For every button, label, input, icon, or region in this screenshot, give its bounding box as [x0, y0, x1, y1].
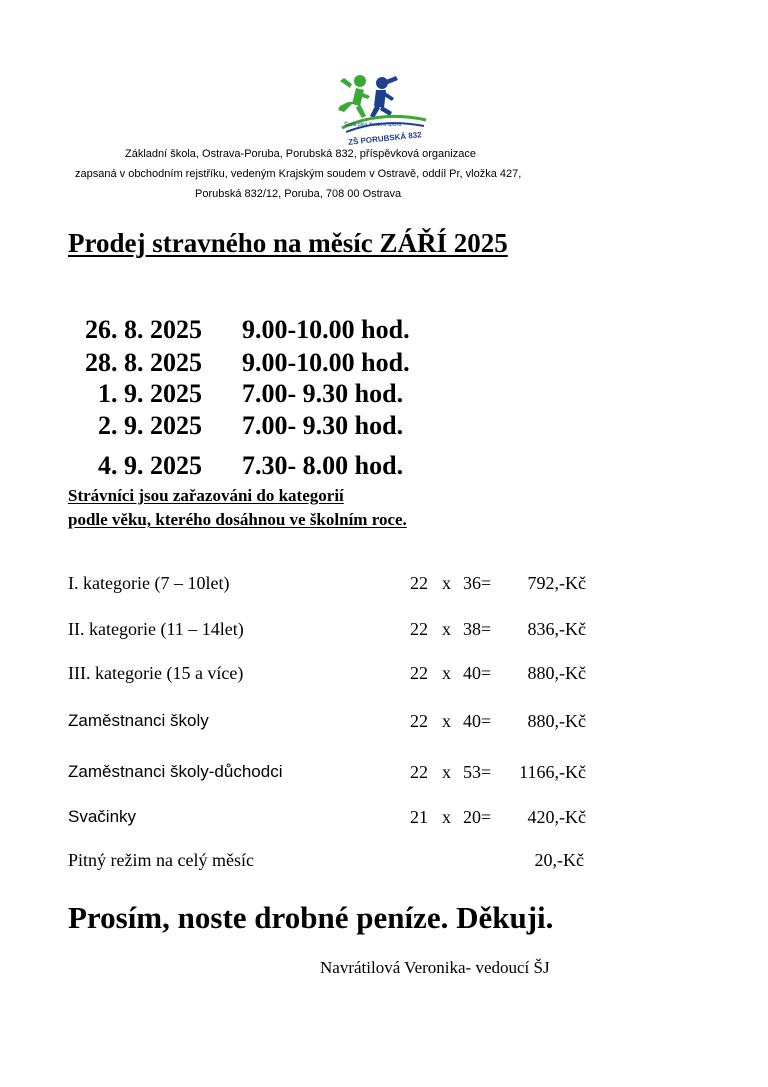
price-total: 880,-Kč — [527, 711, 586, 731]
price-label: Svačinky — [68, 807, 137, 826]
price-label: I. kategorie (7 – 10let) — [68, 573, 230, 593]
price-unit: 38= — [463, 619, 492, 639]
schedule-row — [0, 348, 768, 380]
signature: Navrátilová Veronika- vedoucí ŠJ — [320, 958, 550, 977]
price-total: 792,-Kč — [527, 573, 586, 593]
schedule-date: 4. 9. 2025 — [98, 451, 202, 480]
page-title: Prodej stravného na měsíc ZÁŘÍ 2025 — [68, 228, 508, 258]
schedule-time: 9.00-10.00 hod. — [242, 348, 410, 377]
schedule-time: 9.00-10.00 hod. — [242, 315, 410, 344]
price-qty: 22 — [410, 573, 428, 593]
schedule-time: 7.30- 8.00 hod. — [242, 451, 404, 480]
header-line-1: Základní škola, Ostrava-Poruba, Porubská 832, příspěvková organizace — [125, 148, 476, 160]
price-label: Zaměstnanci školy-důchodci — [68, 762, 283, 781]
price-times: x — [442, 619, 451, 639]
price-unit: 40= — [463, 663, 492, 683]
schedule-row — [0, 411, 768, 443]
logo-motto: Škola plná života a sportu — [344, 122, 402, 128]
price-times: x — [442, 573, 451, 593]
price-unit: 36= — [463, 573, 492, 593]
price-qty: 22 — [410, 762, 428, 782]
price-row — [0, 619, 768, 645]
logo-school-name: ZŠ PORUBSKÁ 832 — [347, 130, 423, 147]
category-note-line-2: podle věku, kterého dosáhnou ve školním roce. — [68, 510, 407, 529]
price-unit: 40= — [463, 711, 492, 731]
closing-message: Prosím, noste drobné peníze. Děkuji. — [68, 900, 554, 935]
price-qty: 22 — [410, 619, 428, 639]
schedule-date: 28. 8. 2025 — [85, 348, 202, 377]
schedule-date: 2. 9. 2025 — [98, 411, 202, 440]
header-line-2: zapsaná v obchodním rejstříku, vedeným Krajským soudem v Ostravě, oddíl Pr, vložka 427, — [75, 168, 522, 180]
header-line-3: Porubská 832/12, Poruba, 708 00 Ostrava — [195, 188, 402, 200]
price-label: Pitný režim na celý měsíc — [68, 850, 254, 870]
price-unit: 53= — [463, 762, 492, 782]
schedule-time: 7.00- 9.30 hod. — [242, 411, 404, 440]
schedule-row — [0, 379, 768, 411]
school-logo — [330, 72, 440, 147]
price-row — [0, 663, 768, 689]
price-qty: 22 — [410, 711, 428, 731]
schedule-date: 1. 9. 2025 — [98, 379, 202, 408]
category-note-line-1: Strávníci jsou zařazováni do kategorií — [68, 486, 344, 505]
price-row — [0, 850, 768, 876]
schedule-row — [0, 451, 768, 483]
price-total: 836,-Kč — [527, 619, 586, 639]
price-times: x — [442, 711, 451, 731]
price-row — [0, 807, 768, 833]
schedule-time: 7.00- 9.30 hod. — [242, 379, 404, 408]
schedule-row — [0, 315, 768, 347]
price-total: 1166,-Kč — [519, 762, 586, 782]
schedule-date: 26. 8. 2025 — [85, 315, 202, 344]
price-label: II. kategorie (11 – 14let) — [68, 619, 244, 639]
price-total: 420,-Kč — [527, 807, 586, 827]
price-label: III. kategorie (15 a více) — [68, 663, 244, 683]
price-qty: 22 — [410, 663, 428, 683]
price-times: x — [442, 762, 451, 782]
price-row — [0, 573, 768, 599]
price-row — [0, 762, 768, 788]
price-times: x — [442, 663, 451, 683]
price-qty: 21 — [410, 807, 428, 827]
price-row — [0, 711, 768, 737]
price-total: 20,-Kč — [534, 850, 584, 870]
price-unit: 20= — [463, 807, 492, 827]
price-total: 880,-Kč — [527, 663, 586, 683]
price-times: x — [442, 807, 451, 827]
price-label: Zaměstnanci školy — [68, 711, 209, 730]
